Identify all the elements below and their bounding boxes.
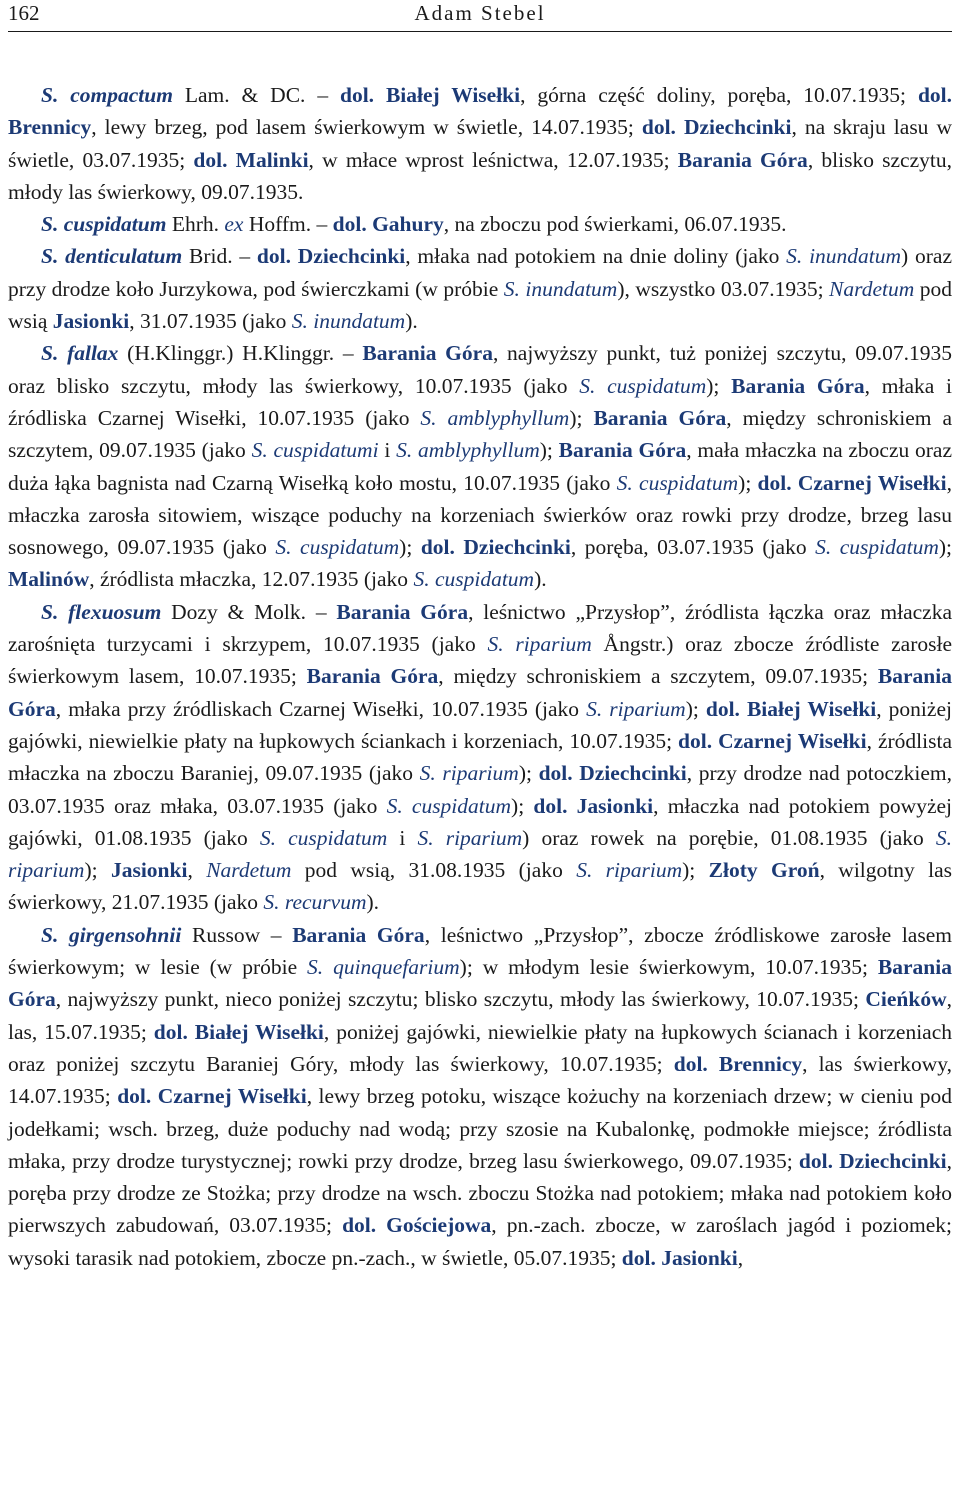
text-run: , źródlista młaczka na zboczu Baraniej, 09.07.1935 (jako <box>8 728 952 786</box>
text-run: ); <box>706 373 732 398</box>
text-run: ); <box>539 438 559 463</box>
text-run: (H.Klinggr.) H.Klinggr. – <box>118 341 363 366</box>
locality-name: Jasionki <box>52 309 130 334</box>
italic-term: S. cuspidatum <box>616 470 739 495</box>
text-run: i <box>387 825 418 850</box>
paragraph <box>8 337 952 595</box>
locality-name: Barania Góra <box>362 341 493 366</box>
text-run: , najwyższy punkt, tuż poniżej szczytu, 09.07.1935 oraz blisko szczytu, młody las świerkowy, 10.07.1935 (jako <box>8 341 952 398</box>
text-run: , młaka nad potokiem na dnie doliny (jako <box>405 244 787 269</box>
text-run: ). <box>405 309 418 334</box>
text-run: , poniżej gajówki, niewielkie płaty na łupkowych ściankach i korzeniach, 10.07.1935; <box>8 696 952 753</box>
text-run: , <box>187 858 207 883</box>
locality-name: dol. Dziechcinki <box>256 244 406 269</box>
text-run: , na zboczu pod świerkami, 06.07.1935. <box>443 212 787 237</box>
paragraph <box>8 79 952 208</box>
text-run: pod wsią, 31.08.1935 (jako <box>291 858 577 883</box>
italic-term: S. cuspidatum <box>413 567 535 592</box>
text-run: ); <box>682 858 709 883</box>
text-run: ). <box>534 567 547 592</box>
locality-name: Cieńków <box>865 987 947 1012</box>
italic-term: S. inundatum <box>786 244 902 269</box>
text-run: ); <box>511 793 534 818</box>
locality-name: Barania Góra <box>731 373 865 398</box>
italic-term: S. amblyphyllum <box>420 405 570 430</box>
text-run: , las, 15.07.1935; <box>8 987 952 1044</box>
text-run: ); <box>518 761 539 786</box>
locality-name: dol. Brennicy <box>8 83 952 140</box>
text-run: , pn.-zach. zbocze, w zaroślach jagód i poziomek; wysoki tarasik nad potokiem, zbocze pn.-zach., w świetle, 05.07.1935; <box>8 1213 952 1270</box>
header-rule <box>8 31 952 32</box>
text-run: ); <box>938 535 953 560</box>
text-run: , lewy brzeg, pod lasem świerkowym w świetle, 14.07.1935; <box>91 115 642 140</box>
paragraph <box>8 240 952 337</box>
text-run: , najwyższy punkt, nieco poniżej szczytu; blisko szczytu, młody las świerkowy, 10.07.1935; <box>55 987 866 1012</box>
text-run: , młaczka nad potokiem powyżej gajówki, 01.08.1935 (jako <box>8 793 953 850</box>
locality-name: dol. Jasionki <box>621 1245 738 1270</box>
species-name: S. compactum <box>41 83 173 107</box>
text-run: ), wszystko 03.07.1935; <box>617 276 830 301</box>
text-run: ) oraz przy drodze koło Jurzykowa, pod świerczkami (w próbie <box>8 244 952 301</box>
locality-name: dol. Białej Wisełki <box>339 83 521 107</box>
italic-term: S. inundatum <box>503 276 618 301</box>
text-run: , blisko szczytu, młody las świerkowy, 09.07.1935. <box>8 147 952 204</box>
paragraph <box>8 208 952 240</box>
locality-name: dol. Dziechcinki <box>538 761 687 786</box>
text-run: , młaka i źródliska Czarnej Wisełki, 10.07.1935 (jako <box>8 373 952 430</box>
text-run: , 31.07.1935 (jako <box>129 309 292 334</box>
text-run: Ehrh. <box>166 212 225 237</box>
locality-name: dol. Gahury <box>332 212 444 237</box>
italic-term: S. riparium <box>576 858 683 883</box>
text-run: , przy drodze nad potoczkiem, 03.07.1935 oraz młaka, 03.07.1935 (jako <box>8 761 952 818</box>
text-run: pod wsią <box>8 276 952 334</box>
paragraph <box>8 596 952 919</box>
text-run: , w młace wprost leśnictwa, 12.07.1935; <box>308 147 678 172</box>
italic-term: S. cuspidatum <box>259 825 388 850</box>
species-name: S. girgensohnii <box>41 922 182 947</box>
text-run: , mała młaczka na zboczu oraz duża łąka bagnista nad Czarną Wisełką koło mostu, 10.07.1935 (jako <box>8 438 952 495</box>
body-text <box>8 79 952 1274</box>
text-run: , leśnictwo „Przysłop”, źródlista łączka oraz młaczka zarośnięta turzycami i skrzypem, 10.07.1935 (jako <box>8 599 952 657</box>
text-run: Ångstr.) oraz zbocze źródliste zarosłe świerkowym lasem, 10.07.1935; <box>8 632 953 689</box>
text-run: Brid. – <box>182 244 257 269</box>
text-run: , lewy brzeg potoku, wiszące kożuchy na korzeniach drzew; w cieniu pod jodełkami; wsch. brzeg, duże poduchy nad wodą; przy szosie na Kubalonkę, podmokłe miejsce; źródlista młaka, przy drodze turystycznej; rowki przy drodze, brzeg lasu świerkowego, 09.07.1935; <box>8 1084 952 1173</box>
page-header <box>8 0 952 26</box>
locality-name: dol. Dziechcinki <box>798 1148 947 1173</box>
italic-term: S. riparium <box>419 761 519 786</box>
italic-term: S. cuspidatum <box>579 373 707 398</box>
italic-term: S. cuspidatum <box>386 793 512 818</box>
text-run: Lam. & DC. – <box>172 83 340 107</box>
locality-name: Barania Góra <box>558 438 687 463</box>
locality-name: Barania Góra <box>593 405 727 430</box>
page-number: 162 <box>8 1 40 25</box>
text-run: Hoffm. – <box>243 212 333 237</box>
text-run: ); <box>685 696 706 721</box>
text-run: , między schroniskiem a szczytem, 09.07.1935; <box>438 664 878 689</box>
text-run: , młaczka zarosła sitowiem, wiszące poduchy na korzeniach świerków oraz rowki przy drodze, brzeg lasu sosnowego, 09.07.1935 (jako <box>8 470 952 560</box>
locality-name: Barania Góra <box>306 664 439 689</box>
italic-term: S. recurvum <box>263 890 367 915</box>
text-run: ); <box>399 535 421 560</box>
running-title: Adam Stebel <box>414 1 546 25</box>
text-run: , poręba, 03.07.1935 (jako <box>570 535 816 560</box>
text-run: , leśnictwo „Przysłop”, zbocze źródliskowe zarosłe lasem świerkowym; w lesie (w próbie <box>8 922 952 980</box>
italic-term: S. riparium <box>8 825 952 883</box>
italic-term: S. riparium <box>586 696 686 721</box>
locality-name: Barania Góra <box>8 955 952 1012</box>
locality-name: dol. Czarnej Wisełki <box>117 1084 307 1109</box>
locality-name: Barania Góra <box>8 664 952 721</box>
text-run: ); <box>569 405 594 430</box>
locality-name: dol. Białej Wisełki <box>153 1019 324 1044</box>
italic-term: S. riparium <box>417 825 523 850</box>
italic-term: S. cuspidatumi <box>251 438 379 463</box>
italic-term: S. amblyphyllum <box>396 438 540 463</box>
locality-name: Złoty Groń <box>708 858 820 883</box>
locality-name: Malinów <box>8 567 90 592</box>
text-run: , młaka przy źródliskach Czarnej Wisełki, 10.07.1935 (jako <box>55 696 587 721</box>
text-run: , las świerkowy, 14.07.1935; <box>8 1051 952 1109</box>
locality-name: Barania Góra <box>336 599 469 624</box>
locality-name: Barania Góra <box>292 922 425 947</box>
text-run: i <box>378 438 397 463</box>
text-run: , między schroniskiem a szczytem, 09.07.1935 (jako <box>8 405 952 463</box>
text-run: , poniżej gajówki, niewielkie płaty na łupkowych ścianach i korzeniach oraz poniżej szczytu Baraniej Góry, młody las świerkowy, 10.07.1935; <box>8 1019 953 1076</box>
species-name: S. flexuosum <box>41 599 162 624</box>
locality-name: Jasionki <box>110 858 188 883</box>
italic-term: S. quinquefarium <box>307 955 460 980</box>
text-run: , źródlista młaczka, 12.07.1935 (jako <box>89 567 414 592</box>
locality-name: dol. Białej Wisełki <box>705 696 877 721</box>
species-name: S. cuspidatum <box>41 212 167 237</box>
italic-term: S. cuspidatum <box>275 535 400 560</box>
species-name: S. fallax <box>41 341 119 366</box>
locality-name: dol. Malinki <box>193 147 309 172</box>
locality-name: dol. Czarnej Wisełki <box>678 728 867 753</box>
text-run: , wilgotny las świerkowy, 21.07.1935 (jako <box>8 858 952 915</box>
text-run: ) oraz rowek na porębie, 01.08.1935 (jako <box>522 825 936 850</box>
italic-term: S. riparium <box>487 632 592 657</box>
locality-name: dol. Dziechcinki <box>420 535 571 560</box>
italic-term: ex <box>224 212 244 237</box>
locality-name: dol. Jasionki <box>533 793 654 818</box>
text-run: , poręba przy drodze ze Stożka; przy drodze na wsch. zboczu Stożka nad potokiem; młaka nad potokiem koło pierwszych zabudowań, 03.07.1935; <box>8 1148 952 1238</box>
text-run: , na skraju lasu w świetle, 03.07.1935; <box>8 115 953 172</box>
locality-name: dol. Dziechcinki <box>641 115 792 140</box>
italic-term: Nardetum <box>206 858 292 883</box>
text-run: ); <box>84 858 111 883</box>
text-run: ). <box>366 890 380 915</box>
text-run: ); w młodym lesie świerkowym, 10.07.1935; <box>459 955 878 980</box>
italic-term: S. cuspidatum <box>815 535 939 560</box>
italic-term: S. inundatum <box>291 309 406 334</box>
locality-name: Barania Góra <box>677 147 808 172</box>
text-run: ); <box>738 470 758 495</box>
species-name: S. denticulatum <box>41 244 183 269</box>
locality-name: dol. Brennicy <box>673 1051 803 1076</box>
italic-term: Nardetum <box>829 276 915 301</box>
locality-name: dol. Gościejowa <box>342 1213 492 1238</box>
locality-name: dol. Czarnej Wisełki <box>757 470 947 495</box>
text-run: Dozy & Molk. – <box>161 599 337 624</box>
text-run: Russow – <box>181 922 293 947</box>
text-run: , <box>737 1245 744 1270</box>
text-run: , górna część doliny, poręba, 10.07.1935; <box>520 83 918 107</box>
paragraph <box>8 919 952 1274</box>
